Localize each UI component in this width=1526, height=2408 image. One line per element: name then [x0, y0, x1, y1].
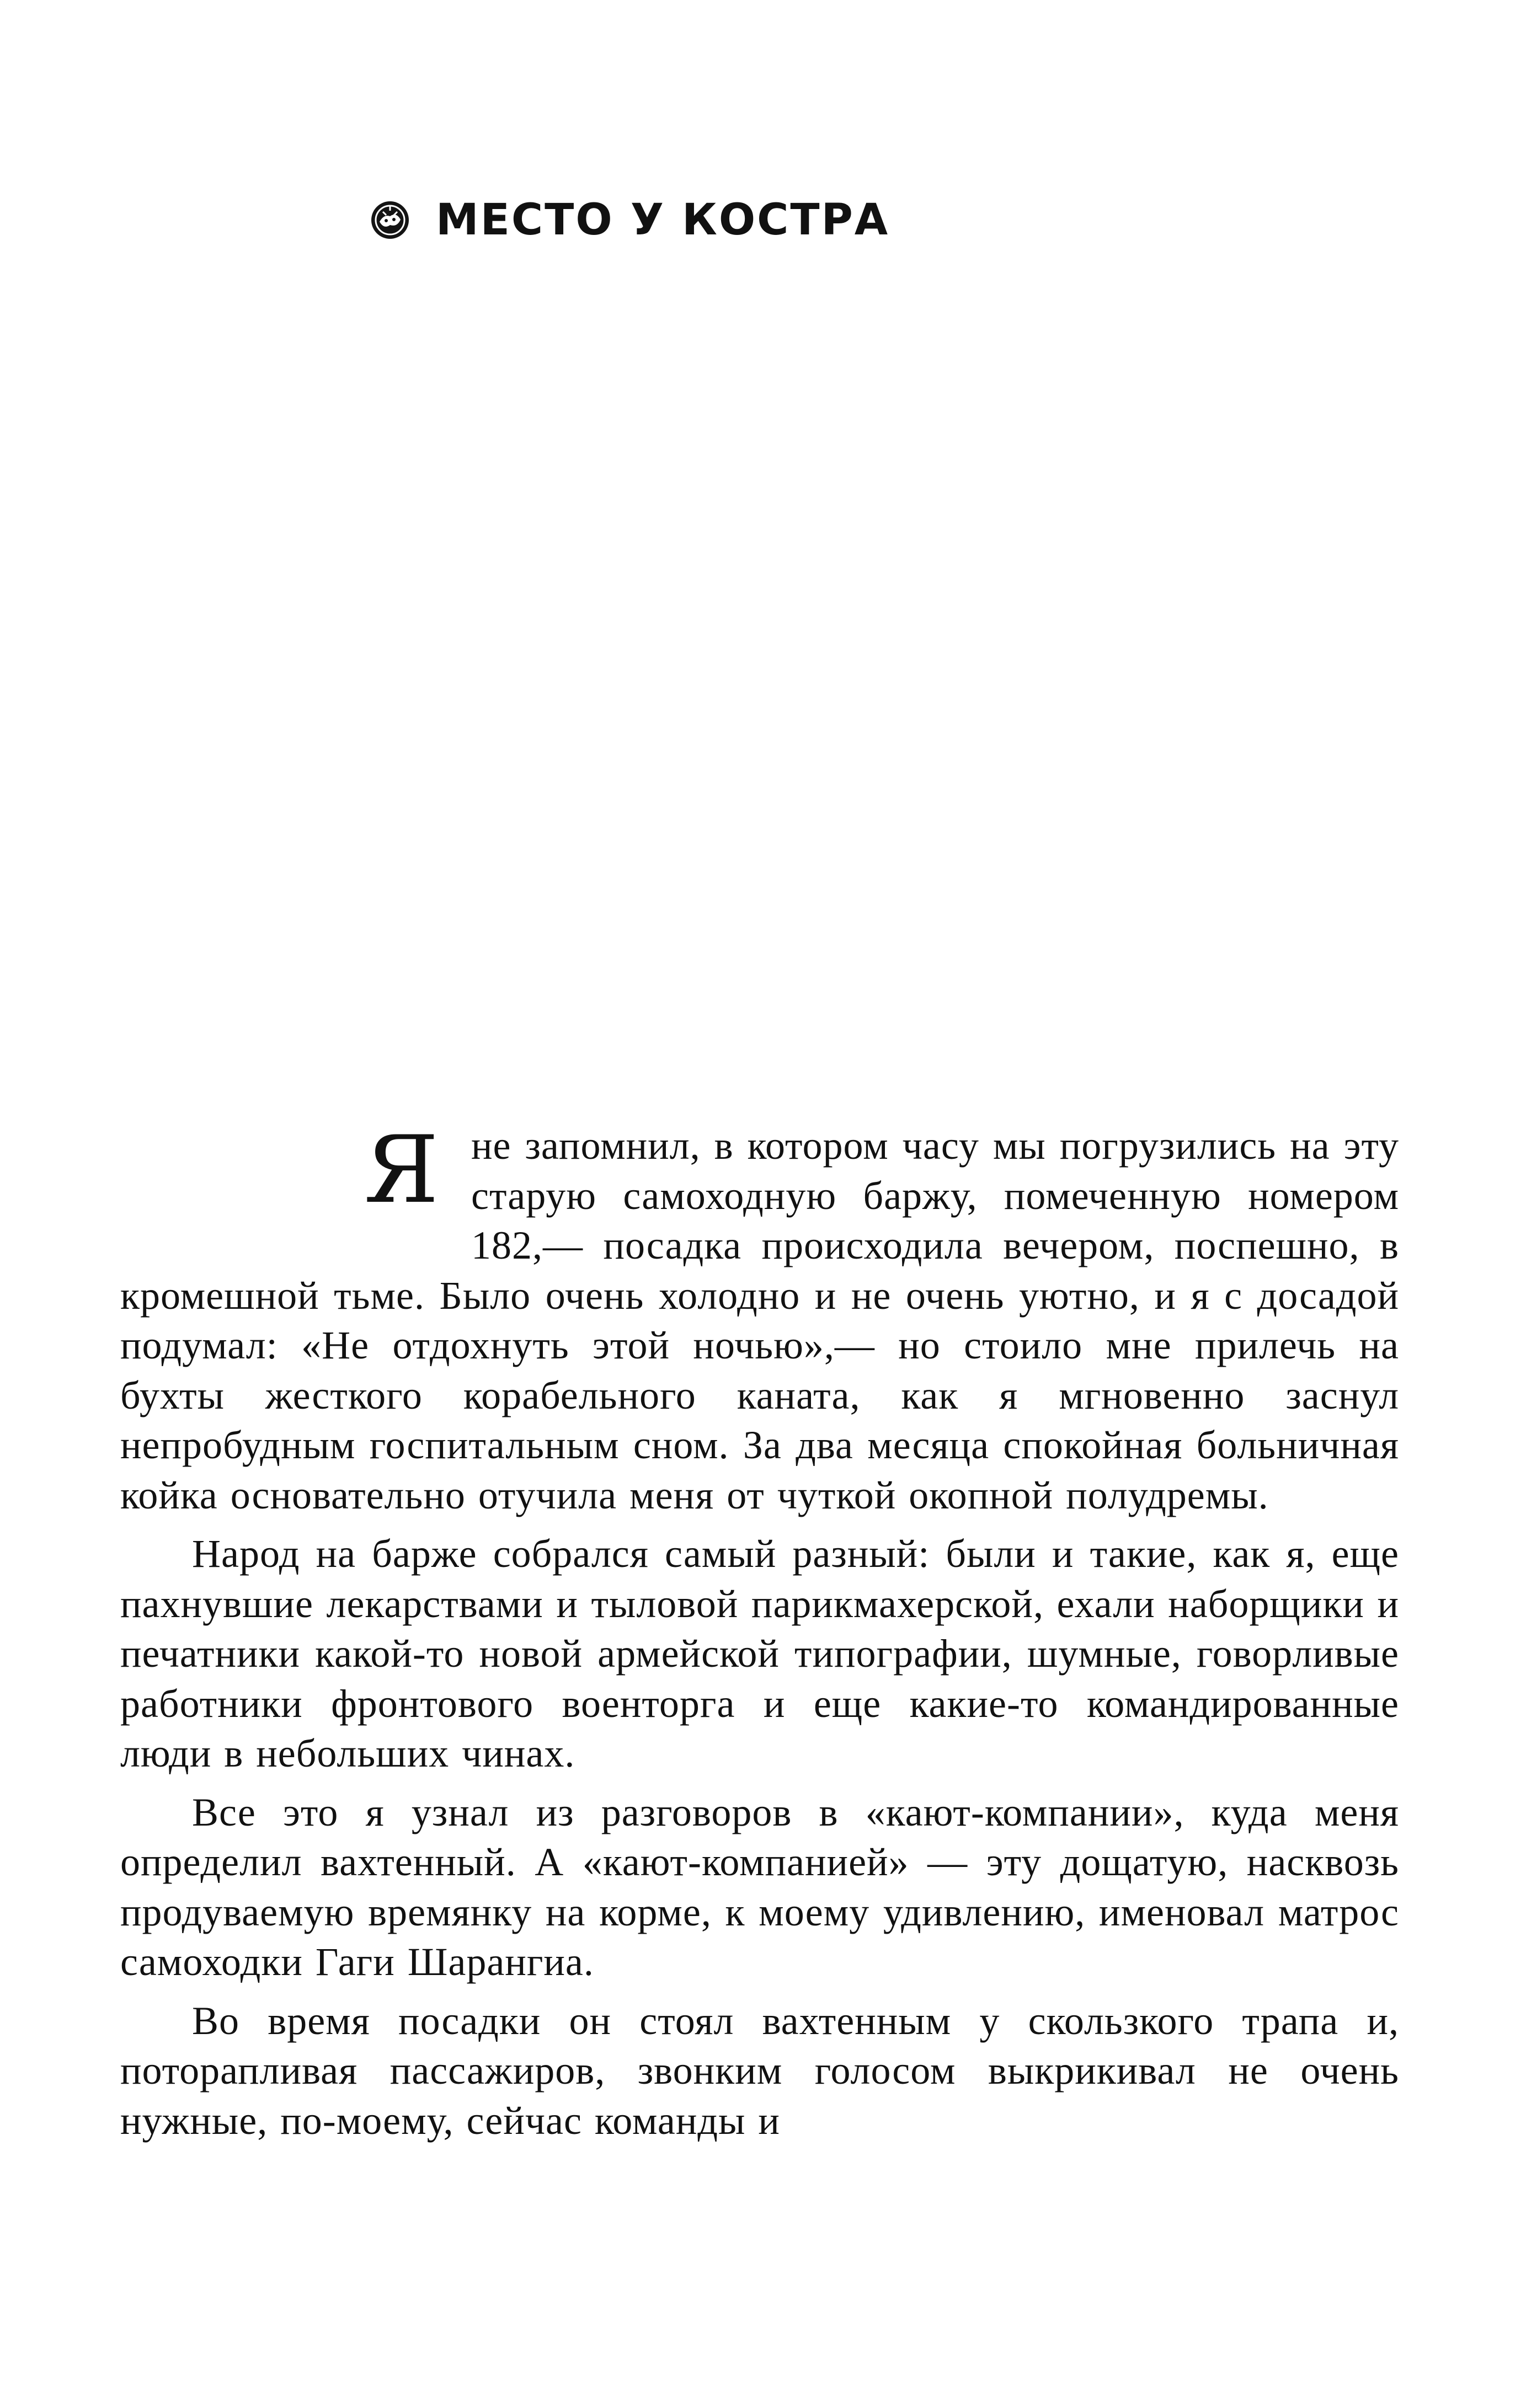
paragraph-3: Все это я узнал из разговоров в «кают-компании», куда меня определил вахтенный. А «кают-компанией» — эту дощатую, насквозь продуваемую времянку на корме, к моему удивлению, именовал матрос самоходки Гаги Шарангиа. [120, 1790, 1399, 1984]
paragraph-1 [120, 1116, 1399, 1520]
paragraph-gap [120, 1520, 1399, 1529]
drop-cap-letter: Я [364, 1116, 440, 1224]
round-emblem-icon [370, 200, 410, 240]
body-text [120, 1116, 1399, 2145]
paragraph-2: Народ на барже собрался самый разный: были и такие, как я, еще пахнувшие лекарствами и тыловой парикмахерской, ехали наборщики и печатники какой-то новой армейской типографии, шумные, говорливые работники фронтового военторга и еще какие-то командированные люди в небольших чинах. [120, 1532, 1399, 1775]
paragraph-gap [120, 1987, 1399, 1996]
paragraph-1-text: не запомнил, в котором часу мы погрузились на эту старую самоходную баржу, помеченную номером 182,— посадка происходила вечером, поспешно, в кромешной тьме. Было очень холодно и не очень уютно, и я с досадой подумал: «Не отдохнуть этой ночью»,— но стоило мне прилечь на бухты жесткого корабельного каната, как я мгновенно заснул непробудным госпитальным сном. За два месяца спокойная больничная койка основательно отучила меня от чуткой окопной полудремы. [120, 1123, 1399, 1517]
paragraph-4: Во время посадки он стоял вахтенным у скользкого трапа и, поторапливая пассажиров, звонким голосом выкрикивал не очень нужные, по-моему, сейчас команды и [120, 1998, 1399, 2143]
chapter-title: МЕСТО У КОСТРА [436, 195, 890, 245]
paragraph-gap [120, 1779, 1399, 1788]
chapter-heading [370, 195, 890, 245]
